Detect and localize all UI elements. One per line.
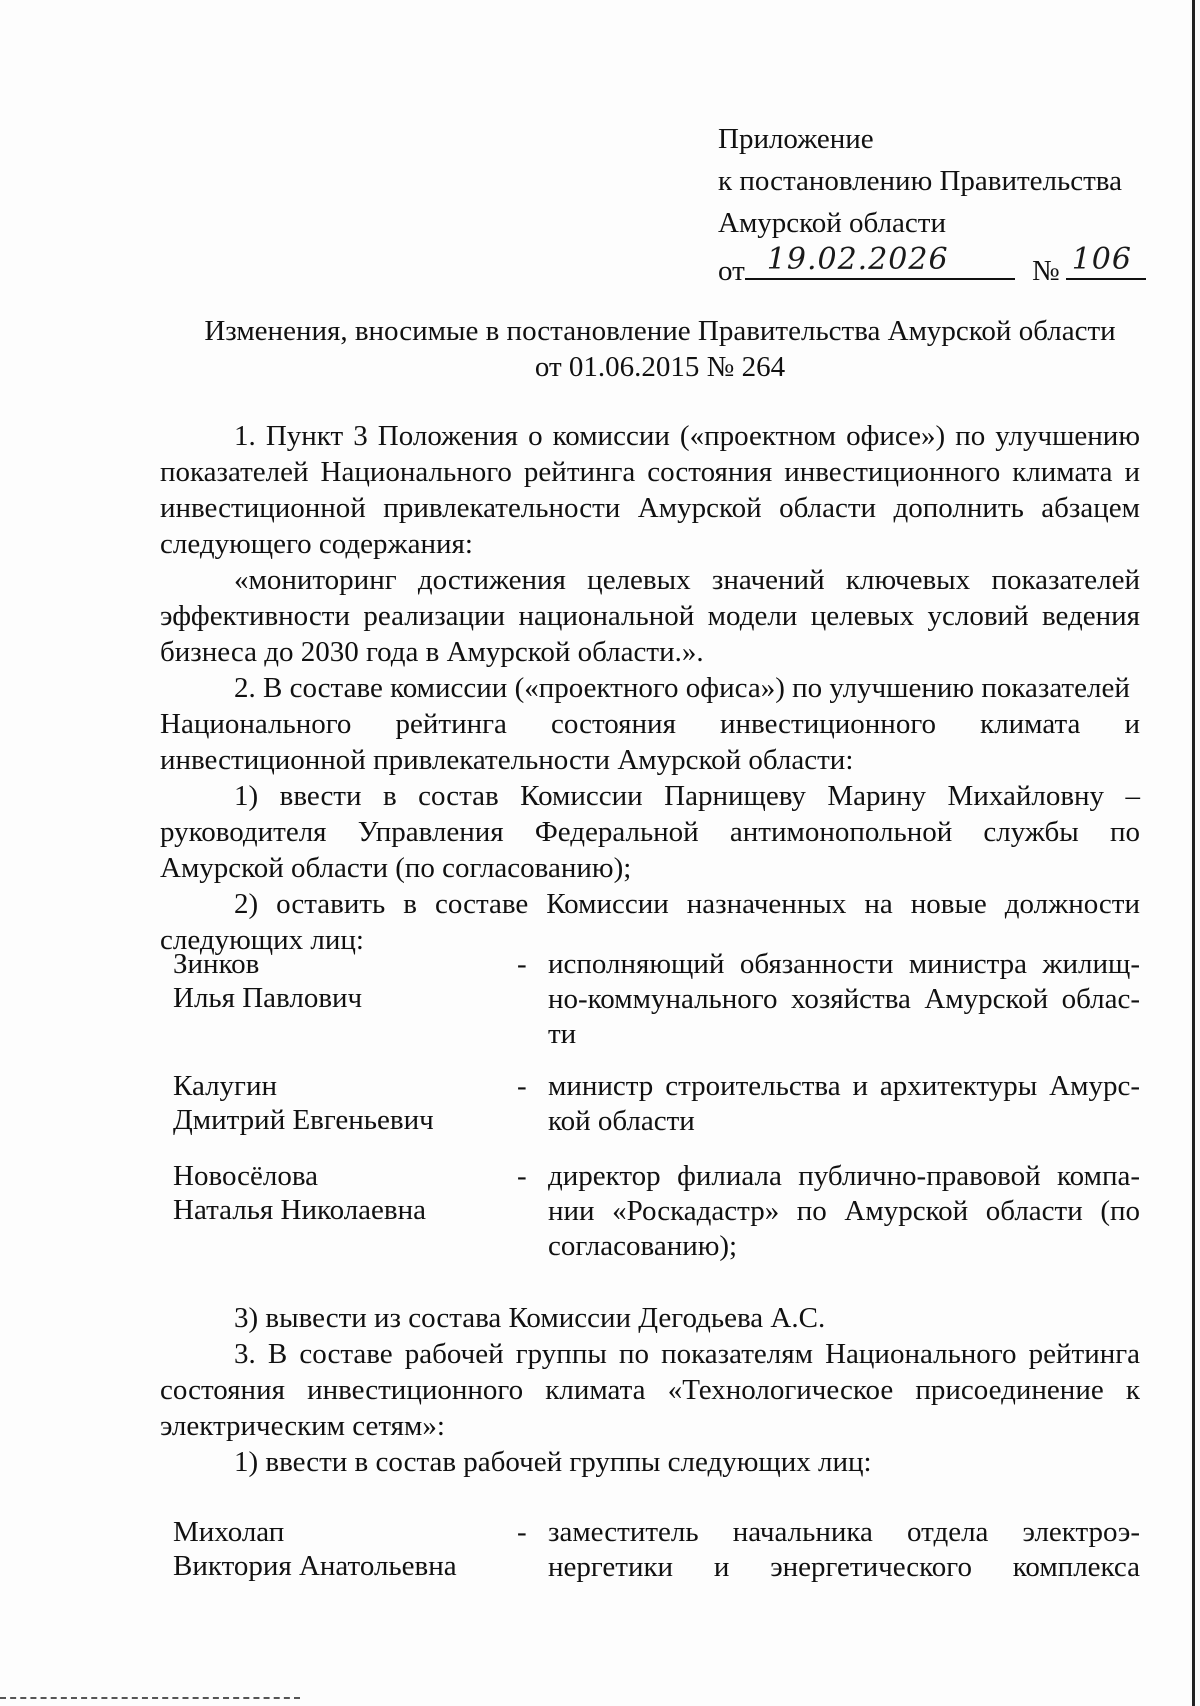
scan-edge-line	[1192, 0, 1195, 1706]
member-role-line-1: исполняющий обязанности министра жилищ-	[548, 948, 1140, 980]
member-dash: -	[517, 948, 527, 980]
paragraph-4: 1) ввести в состав Комиссии Парнищеву Марину Михайловну – руководителя Управления Федеральной антимонопольной службы по Амурской области (по согласованию);	[160, 780, 1140, 884]
member-role-line-2: но-коммунального хозяйства Амурской облас-	[548, 983, 1140, 1015]
handwritten-number: 106	[1071, 242, 1132, 277]
appendix-line-3: Амурской области	[718, 207, 946, 239]
member-role-line-3: ти	[548, 1018, 577, 1050]
member-given-names: Дмитрий Евгеньевич	[173, 1104, 434, 1136]
handwritten-date: 19.02.2026	[766, 242, 949, 277]
appendix-header	[718, 118, 1188, 286]
member-role-line-2: кой области	[548, 1105, 695, 1137]
appendix-line-1: Приложение	[718, 123, 874, 155]
paragraph-1: 1. Пункт 3 Положения о комиссии («проектном офисе») по улучшению показателей Национального рейтинга состояния инвестиционного климата и инвестиционной привлекательности Амурской области дополнить абзацем следующего содержания:	[160, 420, 1140, 560]
member-dash: -	[517, 1516, 527, 1548]
title-line-1: Изменения, вносимые в постановление Правительства Амурской области	[204, 315, 1116, 347]
number-prefix: №	[1032, 255, 1060, 287]
paragraph-3-line-1: 2. В составе комиссии («проектного офиса») по улучшению показателей	[234, 672, 1130, 704]
member-role-line-1: министр строительства и архитектуры Амурс-	[548, 1070, 1140, 1102]
document-body-continued	[160, 1300, 1140, 1480]
member-given-names: Илья Павлович	[173, 982, 363, 1014]
member-dash: -	[517, 1160, 527, 1192]
member-role-line-1: директор филиала публично-правовой компа-	[548, 1160, 1140, 1192]
member-surname: Калугин	[173, 1070, 277, 1102]
document-title	[160, 313, 1160, 385]
paragraph-6: 3) вывести из состава Комиссии Дегодьева А.С.	[234, 1302, 826, 1334]
member-role-line-1: заместитель начальника отдела электроэ-	[548, 1516, 1140, 1548]
paragraph-8: 1) ввести в состав рабочей группы следующих лиц:	[234, 1446, 872, 1478]
number-field	[1066, 244, 1146, 280]
paragraph-3-line-3: инвестиционной привлекательности Амурской области:	[160, 744, 854, 776]
paragraph-7: 3. В составе рабочей группы по показателям Национального рейтинга состояния инвестиционного климата «Технологическое присоединение к электрическим сетям»:	[160, 1338, 1140, 1442]
member-role-line-2: нии «Роскадастр» по Амурской области (по	[548, 1195, 1140, 1227]
document-body	[160, 418, 1140, 958]
date-prefix: от	[718, 255, 745, 287]
member-given-names: Виктория Анатольевна	[173, 1550, 457, 1582]
member-role-line-3: согласованию);	[548, 1230, 738, 1262]
paragraph-2: «мониторинг достижения целевых значений ключевых показателей эффективности реализации национальной модели целевых условий ведения бизнеса до 2030 года в Амурской области.».	[160, 564, 1140, 668]
member-given-names: Наталья Николаевна	[173, 1194, 426, 1226]
scan-bottom-artifact	[0, 1697, 300, 1701]
member-surname: Михолап	[173, 1516, 285, 1548]
member-surname: Зинков	[173, 948, 260, 980]
member-role-line-2: нергетики и энергетического комплекса	[548, 1551, 1140, 1583]
paragraph-3-line-2: Национального рейтинга состояния инвестиционного климата и	[160, 708, 1140, 740]
appendix-date-row	[718, 244, 1188, 286]
title-line-2: от 01.06.2015 № 264	[534, 351, 786, 383]
paragraph-5: 2) оставить в составе Комиссии назначенных на новые должности следующих лиц:	[160, 888, 1140, 956]
appendix-line-2: к постановлению Правительства	[718, 165, 1122, 197]
member-dash: -	[517, 1070, 527, 1102]
date-field	[745, 244, 1015, 280]
member-surname: Новосёлова	[173, 1160, 319, 1192]
